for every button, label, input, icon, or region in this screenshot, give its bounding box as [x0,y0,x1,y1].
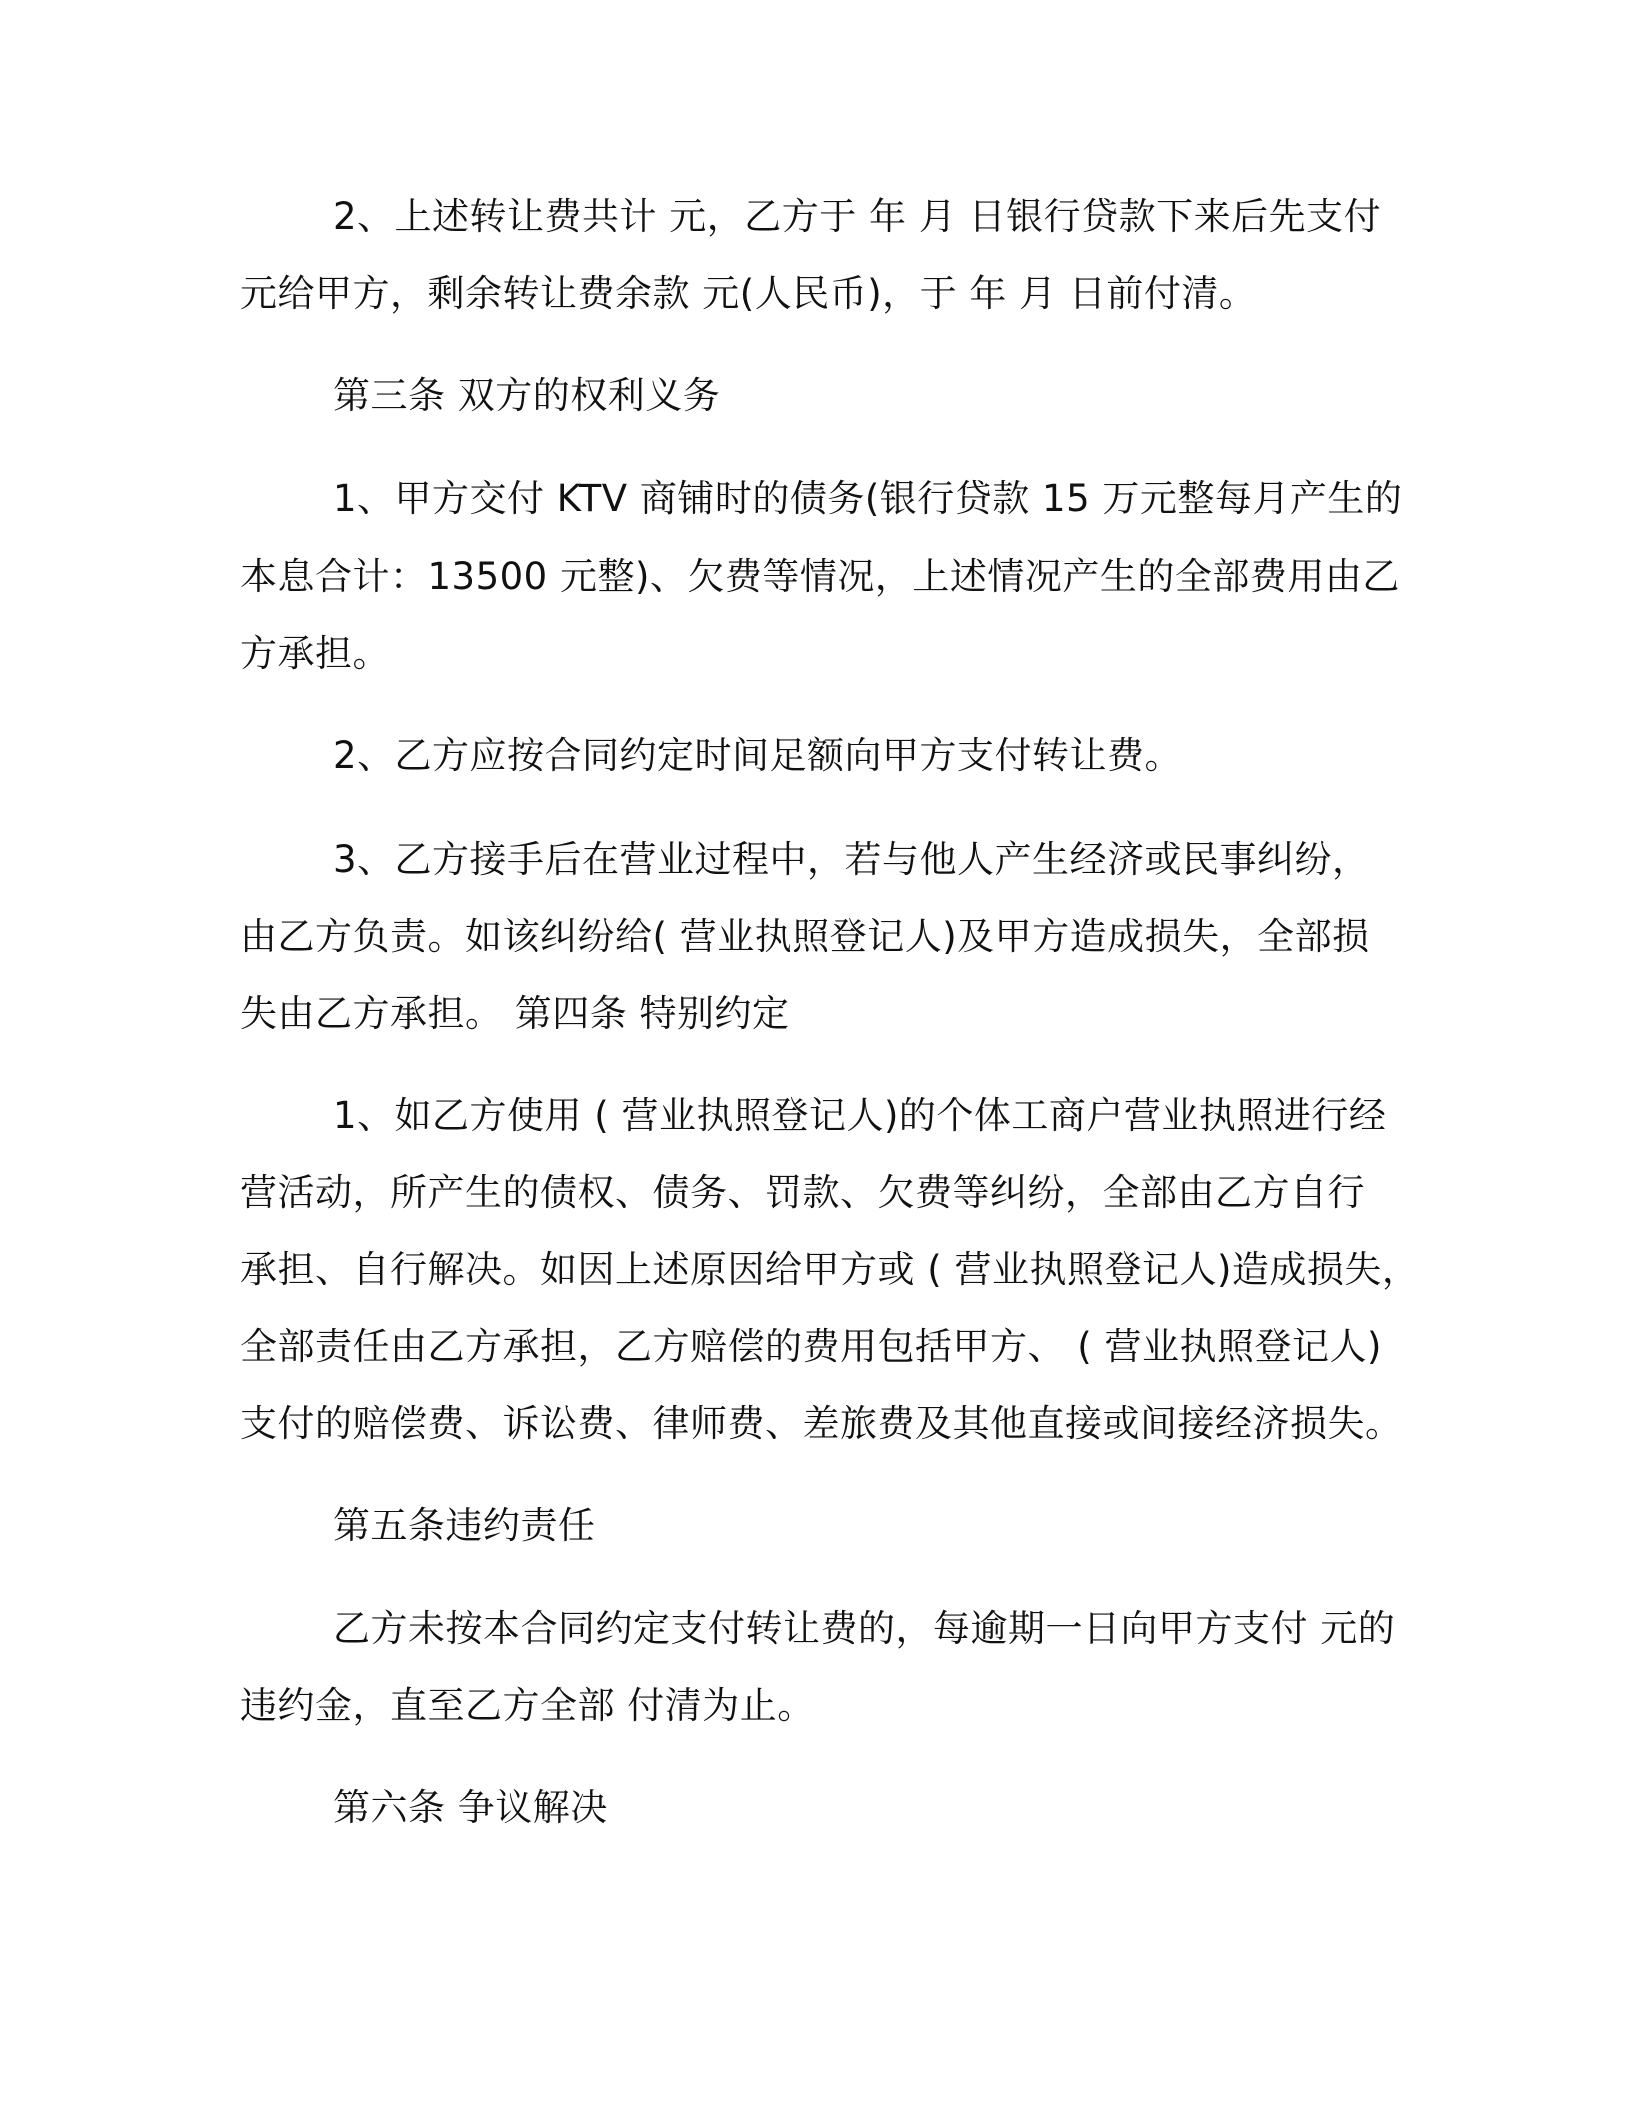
para-transfer-fee-line-1: 2、上述转让费共计 元，乙方于 年 月 日银行贷款下来后先支付 [333,195,1382,238]
article-3-item-1-line-1: 1、甲方交付 KTV 商铺时的债务(银行贷款 15 万元整每月产生的 [333,477,1403,520]
article-4-item-1-line-3: 承担、自行解决。如因上述原因给甲方或 ( 营业执照登记人)造成损失， [240,1248,1420,1291]
article-5-para-line-1: 乙方未按本合同约定支付转让费的，每逾期一日向甲方支付 元的 [333,1607,1396,1650]
article-5-heading: 第五条违约责任 [333,1504,596,1547]
article-3-item-2: 2、乙方应按合同约定时间足额向甲方支付转让费。 [333,734,1183,777]
article-6-heading: 第六条 争议解决 [333,1786,608,1829]
article-4-item-1-line-1: 1、如乙方使用 ( 营业执照登记人)的个体工商户营业执照进行经 [333,1094,1387,1137]
article-3-item-3-line-3: 失由乙方承担。 第四条 特别约定 [240,992,790,1035]
para-transfer-fee-line-2: 元给甲方，剩余转让费余款 元(人民币)，于 年 月 日前付清。 [240,272,1257,315]
article-4-item-1-line-2: 营活动，所产生的债权、债务、罚款、欠费等纠纷，全部由乙方自行 [240,1171,1365,1214]
article-3-item-3-line-1: 3、乙方接手后在营业过程中，若与他人产生经济或民事纠纷， [333,838,1370,881]
article-3-heading: 第三条 双方的权利义务 [333,374,721,417]
article-3-item-1-line-3: 方承担。 [240,632,390,675]
article-3-item-3-line-2: 由乙方负责。如该纠纷给( 营业执照登记人)及甲方造成损失，全部损 [240,915,1370,958]
article-4-item-1-line-5: 支付的赔偿费、诉讼费、律师费、差旅费及其他直接或间接经济损失。 [240,1402,1403,1445]
article-3-item-1-line-2: 本息合计：13500 元整)、欠费等情况，上述情况产生的全部费用由乙 [240,555,1400,598]
article-5-para-line-2: 违约金，直至乙方全部 付清为止。 [240,1684,815,1727]
article-4-item-1-line-4: 全部责任由乙方承担，乙方赔偿的费用包括甲方、 ( 营业执照登记人) [240,1325,1382,1368]
